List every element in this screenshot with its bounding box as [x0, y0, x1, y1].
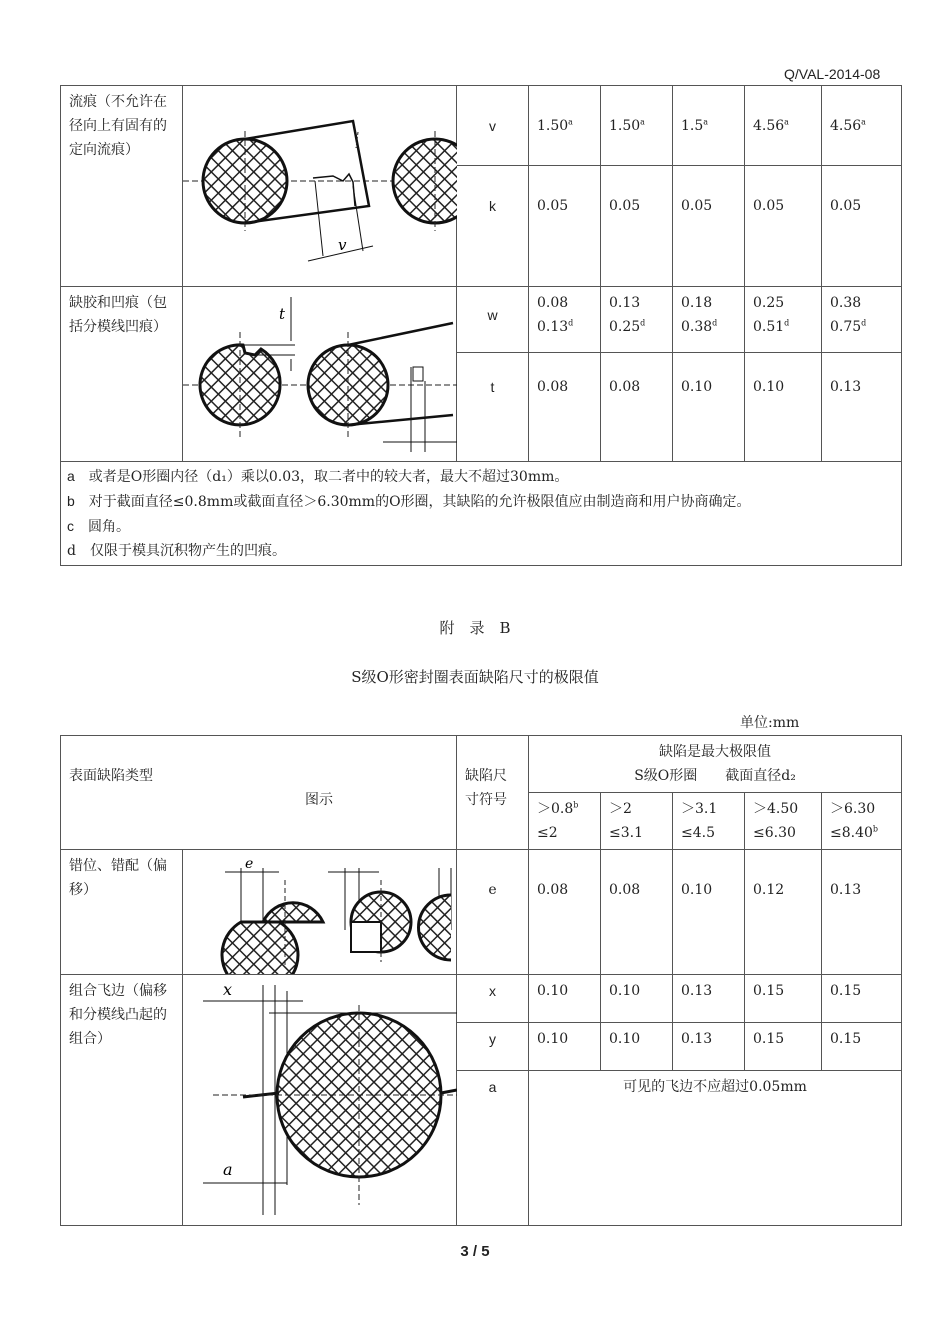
cell-y-5: 0.15 — [822, 1023, 902, 1071]
defect-type-combined-flash: 组合飞边（偏移和分模线凸起的组合） — [61, 975, 183, 1226]
symbol-t: t — [457, 353, 529, 462]
cell-y-4: 0.15 — [745, 1023, 822, 1071]
dent-figure — [183, 287, 457, 462]
symbol-k: k — [457, 166, 529, 287]
flash-note: 可见的飞边不应超过0.05mm — [529, 1071, 902, 1226]
note-d: d 仅限于模具沉积物产生的凹痕。 — [67, 543, 286, 559]
cell-x-3: 0.13 — [673, 975, 745, 1023]
cell-t-4: 0.10 — [745, 353, 822, 462]
table-notes — [61, 462, 902, 566]
cell-w-4: 0.25 0.51$^d$ — [745, 287, 822, 353]
cell-k-4: 0.05 — [745, 166, 822, 287]
symbol-v: v — [457, 86, 529, 166]
appendix-subtitle: S级O形密封圈表面缺陷尺寸的极限值 — [351, 668, 599, 686]
cell-t-5: 0.13 — [822, 353, 902, 462]
cell-k-3: 0.05 — [673, 166, 745, 287]
cell-y-1: 0.10 — [529, 1023, 601, 1071]
flow-mark-figure — [183, 86, 457, 287]
note-b: b 对于截面直径≤0.8mm或截面直径＞6.30mm的O形圈，其缺陷的允许极限值应由制造商和用户协商确定。 — [67, 493, 751, 510]
defect-type-dent: 缺胶和凹痕（包括分模线凹痕） — [61, 287, 183, 462]
cell-k-5: 0.05 — [822, 166, 902, 287]
cell-v-5: 4.56$^a$ — [822, 86, 902, 166]
symbol-e: e — [457, 850, 529, 975]
cell-w-1: 0.08 0.13$^d$ — [529, 287, 601, 353]
cell-e-5: 0.13 — [822, 850, 902, 975]
figure-label-v: v — [338, 236, 347, 254]
cell-v-4: 4.56$^a$ — [745, 86, 822, 166]
cell-v-1: 1.50$^a$ — [529, 86, 601, 166]
cell-e-4: 0.12 — [745, 850, 822, 975]
cell-w-3: 0.18 0.38$^d$ — [673, 287, 745, 353]
header-type-and-figure: 表面缺陷类型 图示 — [61, 736, 457, 850]
figure-label-t: t — [279, 305, 286, 323]
defect-type-flow-mark: 流痕（不允许在径向上有固有的定向流痕） — [61, 86, 183, 287]
cell-y-3: 0.13 — [673, 1023, 745, 1071]
unit-label: 单位:mm — [740, 715, 800, 731]
header-symbol: 缺陷尺寸符号 — [457, 736, 529, 850]
doc-code: Q/VAL-2014-08 — [784, 66, 881, 82]
cell-v-2: 1.50$^a$ — [601, 86, 673, 166]
cell-w-5: 0.38 0.75$^d$ — [822, 287, 902, 353]
range-2: ＞2 ≤3.1 — [601, 793, 673, 850]
note-c: c 圆角。 — [67, 518, 130, 535]
offset-figure — [183, 850, 457, 975]
figure-label-x: x — [223, 980, 233, 999]
range-5: ＞6.30 ≤8.40$^b$ — [822, 793, 902, 850]
range-3: ＞3.1 ≤4.5 — [673, 793, 745, 850]
cell-x-2: 0.10 — [601, 975, 673, 1023]
cell-v-3: 1.5$^a$ — [673, 86, 745, 166]
cell-y-2: 0.10 — [601, 1023, 673, 1071]
cell-e-1: 0.08 — [529, 850, 601, 975]
note-a: a 或者是O形圈内径（d₁）乘以0.03，取二者中的较大者，最大不超过30mm。 — [67, 468, 569, 485]
defect-type-offset: 错位、错配（偏移） — [61, 850, 183, 975]
range-4: ＞4.50 ≤6.30 — [745, 793, 822, 850]
cell-t-3: 0.10 — [673, 353, 745, 462]
s-class-defect-table — [60, 735, 902, 1226]
symbol-y: y — [457, 1023, 529, 1071]
cell-x-5: 0.15 — [822, 975, 902, 1023]
combined-flash-figure — [183, 975, 457, 1226]
appendix-title: 附 录 B — [439, 619, 511, 637]
cell-k-1: 0.05 — [529, 166, 601, 287]
cell-x-4: 0.15 — [745, 975, 822, 1023]
cell-e-2: 0.08 — [601, 850, 673, 975]
cell-w-2: 0.13 0.25$^d$ — [601, 287, 673, 353]
symbol-w: w — [457, 287, 529, 353]
figure-label-a: a — [223, 1160, 233, 1179]
symbol-x: x — [457, 975, 529, 1023]
page-number: 3 / 5 — [460, 1243, 490, 1260]
symbol-a: a — [457, 1071, 529, 1226]
header-max-limit: 缺陷是最大极限值 S级O形圈 截面直径d₂ — [529, 736, 902, 793]
figure-label-e: e — [245, 856, 254, 872]
defect-table-continued — [60, 85, 902, 566]
cell-t-2: 0.08 — [601, 353, 673, 462]
range-1: ＞0.8$^b$ ≤2 — [529, 793, 601, 850]
cell-k-2: 0.05 — [601, 166, 673, 287]
cell-e-3: 0.10 — [673, 850, 745, 975]
cell-x-1: 0.10 — [529, 975, 601, 1023]
cell-t-1: 0.08 — [529, 353, 601, 462]
